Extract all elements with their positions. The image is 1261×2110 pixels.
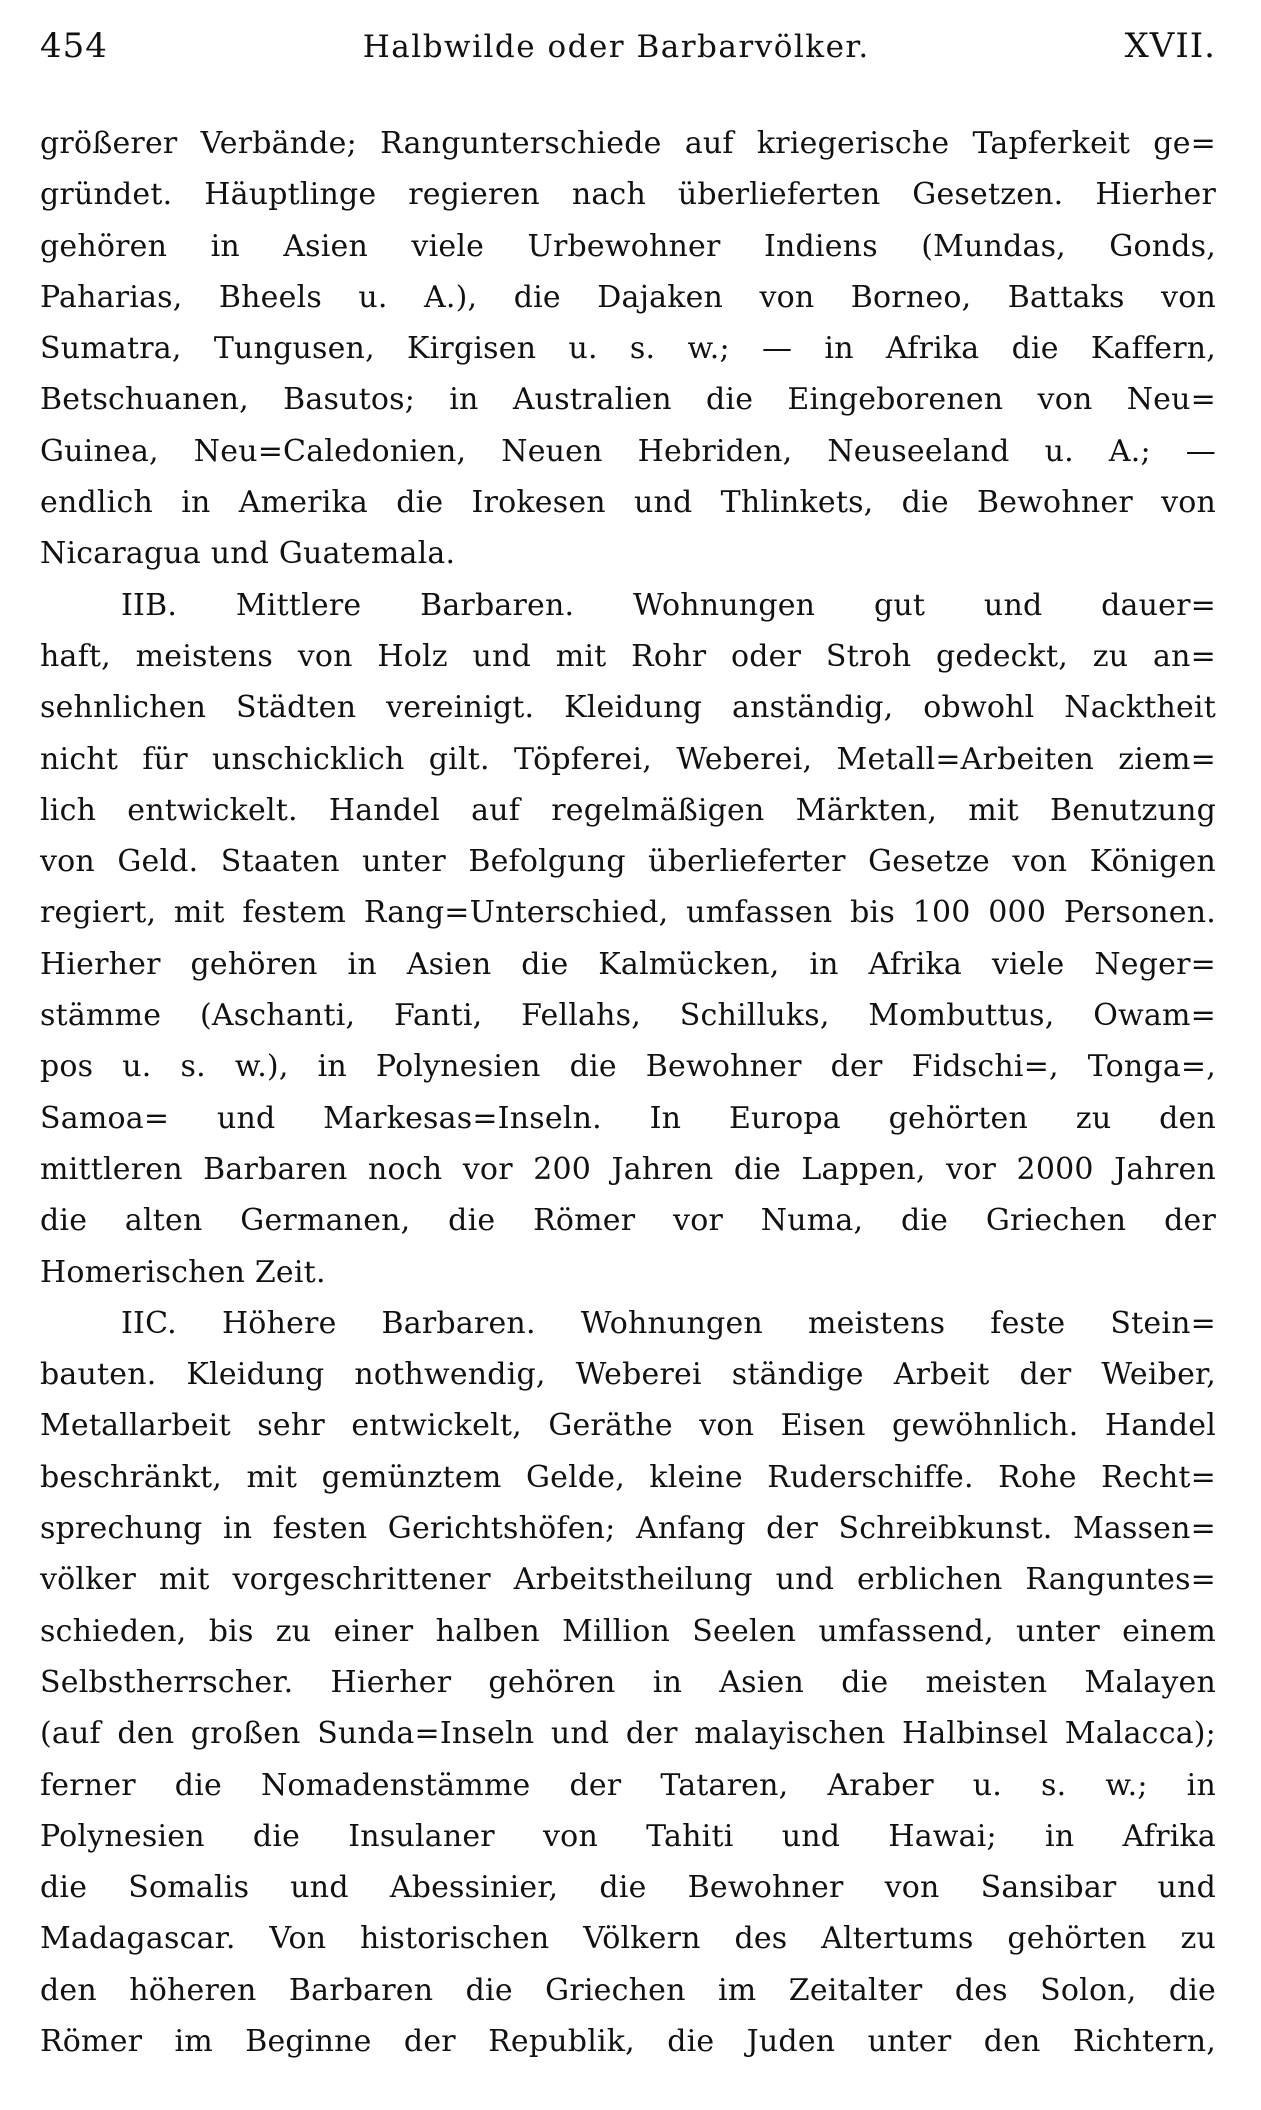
text-line: den höheren Barbaren die Griechen im Zeitalter des Solon, die (40, 1972, 1216, 2008)
text-line: Nicaragua und Guatemala. (40, 536, 456, 572)
text-line: ferner die Nomadenstämme der Tataren, Araber u. s. w.; in (40, 1767, 1216, 1803)
text-line: sprechung in festen Gerichtshöfen; Anfang der Schreibkunst. Massen= (40, 1511, 1216, 1547)
text-line: völker mit vorgeschrittener Arbeitstheilung und erblichen Ranguntes= (40, 1562, 1216, 1598)
text-line: haft, meistens von Holz und mit Rohr oder Stroh gedeckt, zu an= (40, 638, 1216, 674)
text-line: bauten. Kleidung nothwendig, Weberei ständige Arbeit der Weiber, (40, 1357, 1216, 1393)
text-line: (auf den großen Sunda=Inseln und der malayischen Halbinsel Malacca); (40, 1716, 1216, 1752)
running-title: Halbwilde oder Barbarvölker. (362, 29, 870, 65)
text-line: Madagascar. Von historischen Völkern des Altertums gehörten zu (40, 1921, 1216, 1957)
text-line: Polynesien die Insulaner von Tahiti und Hawai; in Afrika (40, 1818, 1216, 1854)
text-line: schieden, bis zu einer halben Million Seelen umfassend, unter einem (40, 1613, 1216, 1649)
page-number: 454 (40, 26, 108, 66)
text-line: Hierher gehören in Asien die Kalmücken, in Afrika viele Neger= (40, 946, 1216, 982)
section-heading-line: IIC. Höhere Barbaren. Wohnungen meistens feste Stein= (121, 1305, 1216, 1341)
text-line: die alten Germanen, die Römer vor Numa, die Griechen der (40, 1203, 1216, 1239)
page-body (40, 118, 1216, 2067)
text-line: Guinea, Neu=Caledonien, Neuen Hebriden, Neuseeland u. A.; — (40, 433, 1216, 469)
text-line: gehören in Asien viele Urbewohner Indiens (Mundas, Gonds, (40, 228, 1216, 264)
text-line: von Geld. Staaten unter Befolgung überlieferter Gesetze von Königen (40, 844, 1216, 880)
text-line: gründet. Häuptlinge regieren nach überlieferten Gesetzen. Hierher (40, 177, 1216, 213)
text-line: endlich in Amerika die Irokesen und Thlinkets, die Bewohner von (40, 485, 1216, 521)
text-line: Römer im Beginne der Republik, die Juden unter den Richtern, (40, 2023, 1216, 2059)
text-line: stämme (Aschanti, Fanti, Fellahs, Schilluks, Mombuttus, Owam= (40, 998, 1216, 1034)
text-line: regiert, mit festem Rang=Unterschied, umfassen bis 100 000 Personen. (40, 895, 1216, 931)
text-line: Samoa= und Markesas=Inseln. In Europa gehörten zu den (40, 1100, 1216, 1136)
text-line: mittleren Barbaren noch vor 200 Jahren die Lappen, vor 2000 Jahren (40, 1151, 1216, 1187)
text-line: Homerischen Zeit. (40, 1254, 326, 1290)
page-header (40, 26, 1216, 82)
text-line: nicht für unschicklich gilt. Töpferei, Weberei, Metall=Arbeiten ziem= (40, 741, 1216, 777)
text-line: pos u. s. w.), in Polynesien die Bewohner der Fidschi=, Tonga=, (40, 1049, 1216, 1085)
text-line: Sumatra, Tungusen, Kirgisen u. s. w.; — in Afrika die Kaffern, (40, 331, 1216, 367)
text-line: die Somalis und Abessinier, die Bewohner von Sansibar und (40, 1870, 1216, 1906)
text-line: lich entwickelt. Handel auf regelmäßigen Märkten, mit Benutzung (40, 792, 1216, 828)
book-page (40, 26, 1216, 2067)
text-line: größerer Verbände; Rangunterschiede auf kriegerische Tapferkeit ge= (40, 126, 1216, 161)
chapter-number: XVII. (1124, 26, 1216, 66)
text-line: sehnlichen Städten vereinigt. Kleidung anständig, obwohl Nacktheit (40, 690, 1216, 726)
text-line: Paharias, Bheels u. A.), die Dajaken von Borneo, Battaks von (40, 279, 1216, 315)
text-line: Betschuanen, Basutos; in Australien die Eingeborenen von Neu= (40, 382, 1216, 418)
text-line: Metallarbeit sehr entwickelt, Geräthe von Eisen gewöhnlich. Handel (40, 1408, 1216, 1444)
section-heading-line: IIB. Mittlere Barbaren. Wohnungen gut und dauer= (121, 587, 1216, 623)
text-line: Selbstherrscher. Hierher gehören in Asien die meisten Malayen (40, 1664, 1216, 1700)
text-line: beschränkt, mit gemünztem Gelde, kleine Ruderschiffe. Rohe Recht= (40, 1459, 1216, 1495)
